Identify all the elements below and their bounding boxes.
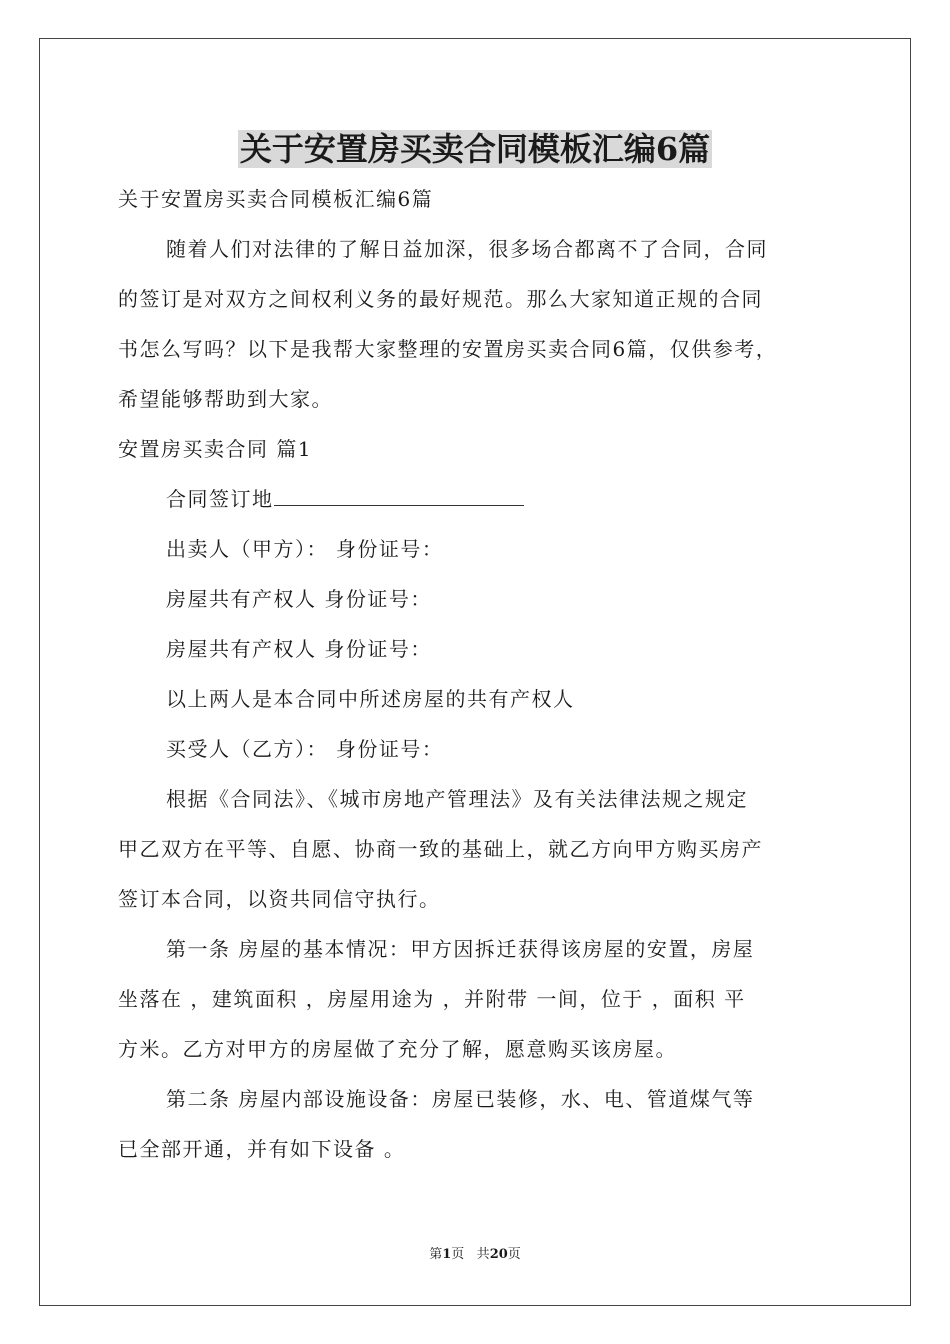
subtitle: 关于安置房买卖合同模板汇编6篇 [118, 187, 434, 211]
sign-place-field [166, 474, 846, 524]
co-owner-field-1: 房屋共有产权人 身份证号： [166, 587, 432, 611]
seller-field: 出卖人（甲方）： 身份证号： [166, 537, 444, 561]
footer-page-prefix: 第 [429, 1247, 443, 1262]
intro-line-1: 随着人们对法律的了解日益加深，很多场合都离不了合同，合同 [166, 237, 768, 261]
article2-line-2: 已全部开通，并有如下设备 。 [118, 1137, 406, 1161]
article1-line-2: 坐落在 ，建筑面积 ，房屋用途为 ，并附带 一间，位于 ，面积 平 [118, 987, 746, 1011]
basis-line-2: 甲乙双方在平等、自愿、协商一致的基础上，就乙方向甲方购买房产 [118, 837, 763, 861]
page-footer [0, 1245, 950, 1265]
sign-place-blank [274, 483, 524, 506]
article2-line-1: 第二条 房屋内部设施设备：房屋已装修，水、电、管道煤气等 [166, 1087, 755, 1111]
basis-line-1: 根据《合同法》、《城市房地产管理法》及有关法律法规之规定 [166, 787, 748, 811]
intro-line-2: 的签订是对双方之间权利义务的最好规范。那么大家知道正规的合同 [118, 287, 763, 311]
article1-line-3: 方米。乙方对甲方的房屋做了充分了解，愿意购买该房屋。 [118, 1037, 677, 1061]
section-heading: 安置房买卖合同 篇1 [118, 437, 313, 461]
co-owner-note: 以上两人是本合同中所述房屋的共有产权人 [166, 687, 575, 711]
footer-page-mid: 页 [451, 1247, 465, 1262]
footer-page-number: 1 [442, 1247, 452, 1262]
document-title: 关于安置房买卖合同模板汇编6篇 [239, 130, 711, 168]
co-owner-field-2: 房屋共有产权人 身份证号： [166, 637, 432, 661]
footer-total-pages: 20 [489, 1247, 508, 1262]
basis-line-3: 签订本合同，以资共同信守执行。 [118, 887, 441, 911]
footer-total-suffix: 页 [507, 1247, 521, 1262]
buyer-field: 买受人（乙方）： 身份证号： [166, 737, 444, 761]
sign-place-label: 合同签订地 [166, 487, 274, 511]
intro-line-3: 书怎么写吗？以下是我帮大家整理的安置房买卖合同6篇，仅供参考， [118, 337, 778, 361]
article1-line-1: 第一条 房屋的基本情况：甲方因拆迁获得该房屋的安置，房屋 [166, 937, 755, 961]
footer-total-prefix: 共 [476, 1247, 490, 1262]
intro-line-4: 希望能够帮助到大家。 [118, 387, 333, 411]
